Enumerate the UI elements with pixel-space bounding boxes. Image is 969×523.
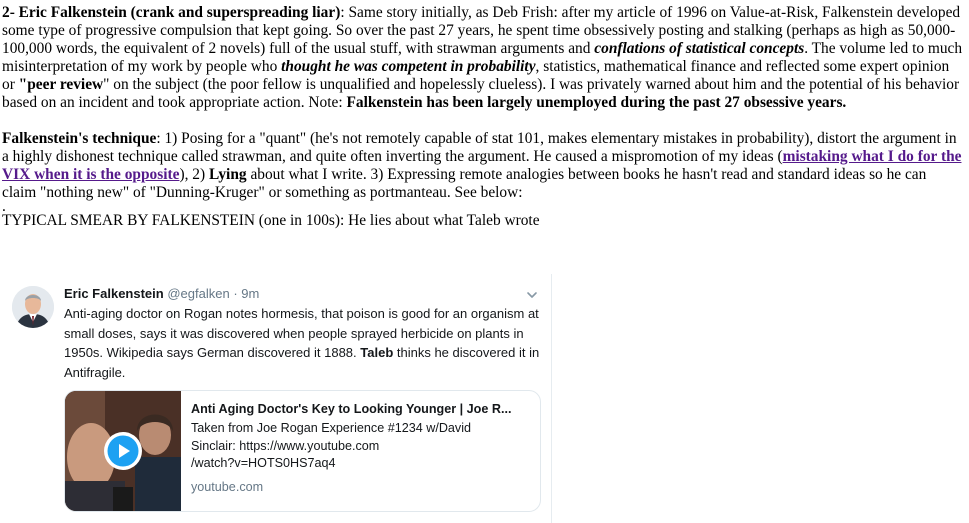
emphasis-text: conflations of statistical concepts (594, 40, 805, 57)
paragraph-text: , statistics, mathematical finance and reflected some expert opinion or (2, 58, 950, 93)
emphasis-text: "peer review (18, 76, 104, 93)
technique-label: Falkenstein's technique (2, 130, 157, 147)
card-title: Anti Aging Doctor's Key to Looking Younger | Joe R... (191, 402, 512, 416)
paragraph-text: : Same story initially, as Deb Frish: after my article of 1996 on Value-at-Risk, Falkenstein developed some type of progressive compulsion that kept going. So over the past 27 years, he spent time obsessively posting and stalking (perhaps as high as 50,000-100,000 words, the equivalent of 2 novels) full of the usual stuff, with strawman arguments and (2, 4, 961, 57)
section-heading: 2- Eric Falkenstein (crank and superspreading liar) (2, 4, 341, 21)
tweet-header (64, 286, 259, 302)
card-description-line: Taken from Joe Rogan Experience #1234 w/David (191, 421, 472, 436)
tweet-author-handle[interactable]: @egfalken (167, 286, 230, 301)
tweet-mention: Taleb (360, 345, 394, 361)
tweet-text (64, 304, 544, 382)
tweet-text-part: Anti-aging doctor on Rogan notes hormesis, that poison is good for an organism at small doses, says it was discovered when people sprayed herbicide on plants in 1950s. Wikipedia says German discovered it 1888. (64, 306, 539, 361)
emphasis-text: Lying (208, 166, 247, 183)
link-preview-card[interactable] (64, 390, 541, 512)
paragraph-text: about what I write. 3) Expressing remote analogies between books he hasn't read and standard ideas so he can claim "nothing new" of "Dunning-Kruger" or something as portmanteau. See below: (2, 166, 927, 201)
embedded-tweet[interactable] (6, 274, 552, 523)
paragraph-text: : 1) Posing for a "quant" (he's not remotely capable of stat 101, makes elementary mistakes in probability), distort the argument in a highly dishonest technique called strawman, and quite often inverting the argument. He caused a mispromotion of my ideas ( (2, 130, 957, 165)
paragraph-text: " on the subject (the poor fellow is unqualified and hopelessly clueless). I was privately warned about him and the potential of his behavior based on an incident and took appropriate action. Note: (2, 76, 960, 111)
paragraph-technique (2, 130, 964, 202)
emphasis-text: Falkenstein has been largely unemployed during the past 27 obsessive years. (346, 94, 847, 111)
card-description-line: Sinclair: https://www.youtube.com (191, 438, 380, 453)
avatar[interactable] (12, 286, 54, 328)
emphasis-text: thought he was competent in probability (281, 58, 536, 75)
tweet-author-name[interactable]: Eric Falkenstein (64, 286, 164, 301)
article-body (2, 4, 964, 230)
vix-link[interactable]: mistaking what I do for the VIX when it is the opposite (2, 148, 962, 183)
card-body (191, 401, 531, 496)
chevron-down-icon[interactable] (525, 288, 539, 302)
tweet-text-part: thinks he discovered it in Antifragile. (64, 345, 540, 380)
separator-dot: . (2, 198, 6, 215)
paragraph-falkenstein-intro (2, 4, 964, 112)
paragraph-text: ), 2) (179, 166, 209, 183)
paragraph-text: . The volume led to much misinterpretation of my work by people who (2, 40, 963, 75)
card-domain: youtube.com (191, 479, 264, 494)
card-description-line: /watch?v=HOTS0HS7aq4 (191, 456, 336, 471)
play-icon[interactable] (103, 431, 143, 471)
video-thumbnail[interactable] (65, 391, 181, 511)
card-description (191, 420, 531, 472)
typical-smear-caption: TYPICAL SMEAR BY FALKENSTEIN (one in 100s): He lies about what Taleb wrote (2, 212, 540, 229)
tweet-timestamp[interactable]: · 9m (229, 286, 260, 301)
